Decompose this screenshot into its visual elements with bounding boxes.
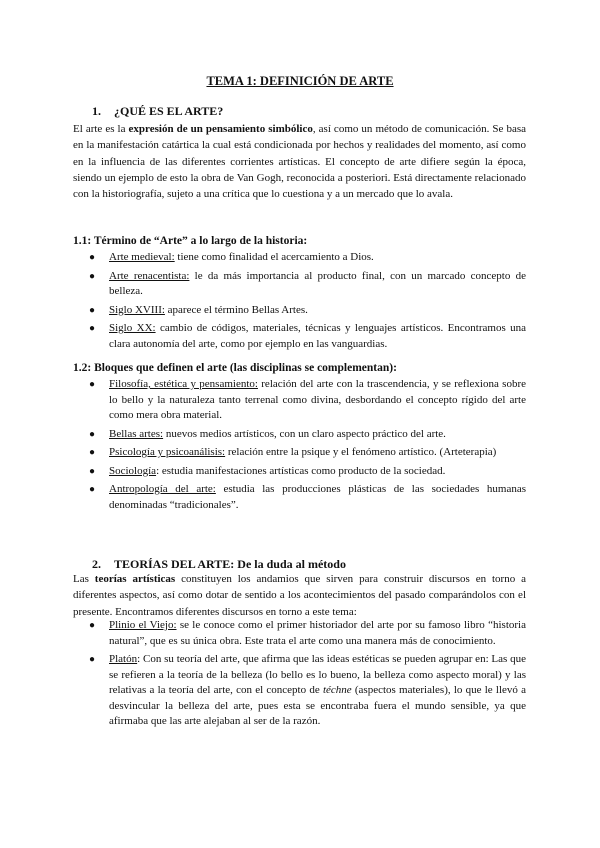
section-2-number: 2.: [92, 557, 101, 571]
list-item: [73, 427, 526, 443]
list-item-text-a: : Con su teoría del arte, que afirma que las ideas estéticas se pueden agrupar en: Las que se refieren a la teoría de la belleza (lo bello es lo bueno, la belleza como aspecto moral) y las relativas a la teoría del arte, con el concepto de: [109, 653, 526, 696]
list-item-term: Psicología y psicoanálisis:: [109, 446, 226, 458]
list-item-term: Antropología del arte:: [109, 483, 216, 495]
subsection-1-2-list: [73, 377, 526, 516]
subsection-1-1-list: [73, 250, 526, 355]
bullet-icon: ●: [89, 484, 96, 495]
list-item-term: Arte medieval:: [109, 251, 175, 263]
list-item: [73, 652, 526, 730]
subsection-1-2-heading: 1.2: Bloques que definen el arte (las disciplinas se complementan):: [73, 362, 397, 374]
list-item: [73, 250, 526, 266]
section-1-number: 1.: [92, 104, 101, 118]
list-item: [73, 464, 526, 480]
bullet-icon: ●: [89, 654, 96, 665]
bullet-icon: ●: [89, 252, 96, 263]
list-item-text: estudia las producciones plásticas de las sociedades humanas denominadas “tradicionales”.: [109, 483, 526, 511]
list-item-text: le da más importancia al producto final, con un marcado concepto de belleza.: [109, 269, 526, 297]
bullet-icon: ●: [89, 428, 96, 440]
bullet-icon: ●: [89, 447, 96, 458]
section-2-paragraph: [73, 571, 526, 620]
document-title: TEMA 1: DEFINICIÓN DE ARTE: [206, 74, 394, 88]
list-item-text-b: (aspectos materiales), lo que le llevó a desvincular la belleza del arte, pues esta se encontraba fuera el mundo sensible, ya que afirmaba que las arte alejaban al ser de la razón.: [109, 684, 526, 727]
section-2-heading: [92, 557, 346, 572]
list-item-text: tiene como finalidad el acercamiento a Dios.: [174, 251, 374, 263]
section-2-text-b: constituyen los andamios que sirven para construir discursos en torno a diferentes aspectos, así como dotar de sentido a los acontecimientos del pasado comparándolos con el presente. Encontramos diferentes discursos en torno a este tema:: [73, 573, 526, 618]
list-item-term: Plinio el Viejo:: [109, 619, 177, 631]
list-item-text: : estudia manifestaciones artísticas como producto de la sociedad.: [156, 464, 446, 477]
section-2-bold: teorías artísticas: [94, 573, 176, 585]
section-1-text-a: El arte es la: [73, 123, 129, 135]
section-1-paragraph: [73, 121, 526, 202]
list-item-text: nuevos medios artísticos, con un claro aspecto práctico del arte.: [163, 427, 446, 440]
bullet-icon: ●: [89, 465, 96, 477]
bullet-icon: ●: [89, 270, 96, 282]
list-item-text: relación del arte con la trascendencia, y se reflexiona sobre lo bello y la naturaleza tanto terrenal como divina, desbordando el concepto rígido del arte como mera obra material.: [109, 378, 526, 421]
list-item-term: Platón: [109, 653, 138, 665]
list-item: [73, 303, 526, 319]
list-item-text: aparece el término Bellas Artes.: [164, 303, 308, 316]
bullet-icon: ●: [89, 323, 96, 334]
list-item-term: Bellas artes:: [109, 427, 164, 440]
list-item: [73, 618, 526, 649]
section-2-list: [73, 618, 526, 733]
list-item-term: Arte renacentista:: [109, 269, 190, 282]
section-2-title: TEORÍAS DEL ARTE: De la duda al método: [114, 557, 346, 571]
list-item-term: Filosofía, estética y pensamiento:: [109, 378, 258, 390]
list-item-text: se le conoce como el primer historiador del arte por su famoso libro “historia natural”, que es su única obra. Este trata el arte como una manera más de conocimiento.: [109, 619, 526, 647]
list-item-text: relación entre la psique y el fenómeno artístico. (Arteterapia): [225, 446, 497, 458]
list-item: [73, 377, 526, 424]
subsection-1-1-heading: 1.1: Término de “Arte” a lo largo de la historia:: [73, 235, 308, 247]
bullet-icon: ●: [89, 304, 96, 316]
section-1-text-b: , así como un método de comunicación. Se basa en la manifestación catártica la cual está condicionada por hechos y realidades del momento, así como en la influencia de las diferentes corrientes artísticas. El concepto de arte difiere según la época, siendo un ejemplo de esto la obra de Van Gogh, reconocida a posteriori. Está directamente relacionado con la historiografía, sujeto a una crítica que lo cuestiona y a un mercado que lo avala.: [73, 123, 526, 201]
list-item-italic: téchne: [322, 684, 352, 696]
bullet-icon: ●: [89, 379, 96, 390]
list-item-term: Sociología: [109, 464, 157, 477]
section-1-bold: expresión de un pensamiento simbólico: [128, 123, 313, 135]
list-item: [73, 482, 526, 513]
section-1-title: ¿QUÉ ES EL ARTE?: [114, 104, 224, 118]
list-item: [73, 321, 526, 352]
section-1-heading: [92, 104, 223, 119]
list-item: [73, 269, 526, 300]
section-2-text-a: Las: [73, 573, 95, 585]
list-item-term: Siglo XVIII:: [109, 303, 165, 316]
list-item-term: Siglo XX:: [109, 322, 156, 334]
bullet-icon: ●: [89, 620, 96, 631]
list-item-text: cambio de códigos, materiales, técnicas y lenguajes artísticos. Encontramos una clara autonomía del arte, como por ejemplo en las vanguardias.: [109, 322, 526, 350]
list-item: [73, 445, 526, 461]
